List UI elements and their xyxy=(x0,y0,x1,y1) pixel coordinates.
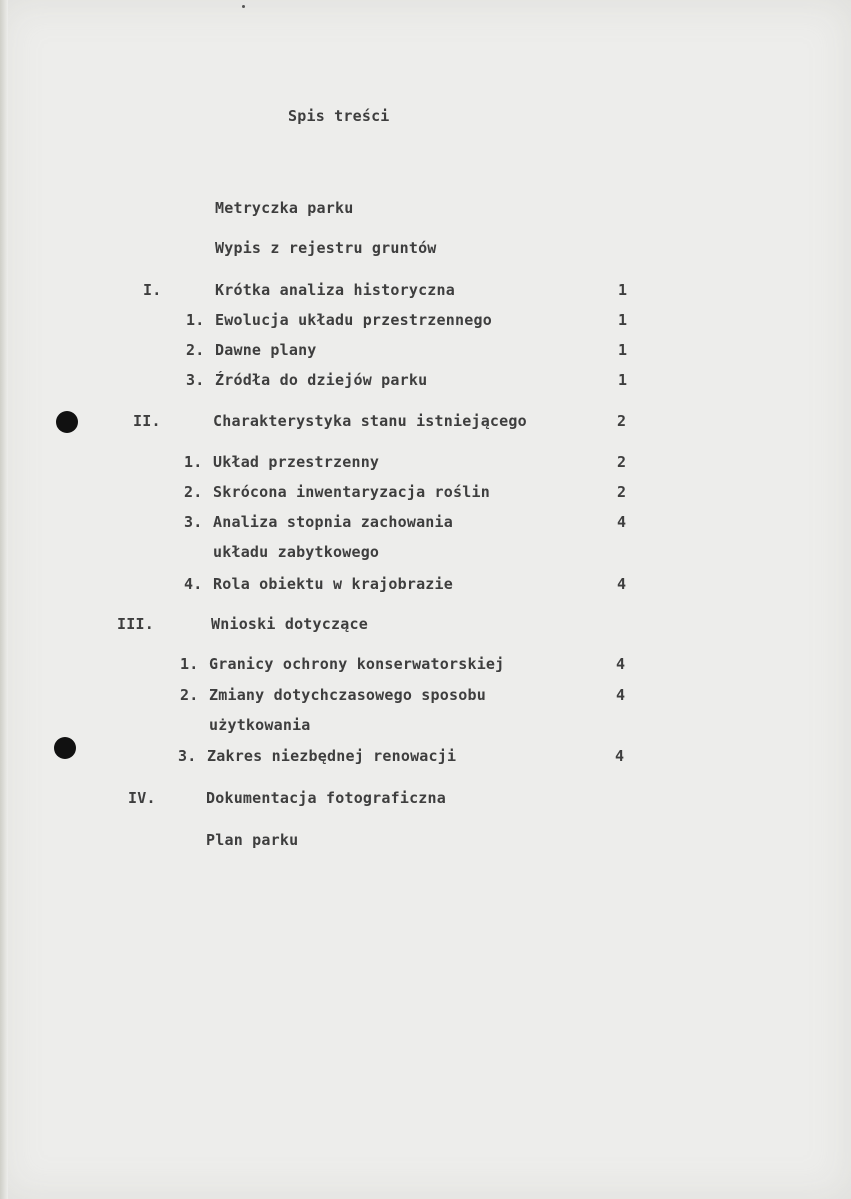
toc-item-page-number: 1 xyxy=(618,341,628,359)
toc-item-number: 3. xyxy=(178,747,197,765)
toc-item-number: 4. xyxy=(184,575,203,593)
toc-item-page-number: 4 xyxy=(617,513,627,531)
section-numeral: II. xyxy=(133,412,161,430)
section-title: Dokumentacja fotograficzna xyxy=(206,789,446,807)
paper-speck xyxy=(242,5,245,8)
toc-item-page-number: 2 xyxy=(617,483,627,501)
toc-item-title: Skrócona inwentaryzacja roślin xyxy=(213,483,490,501)
toc-item-page-number: 1 xyxy=(618,371,628,389)
toc-item-page-number: 4 xyxy=(617,575,627,593)
toc-item-number: 3. xyxy=(184,513,203,531)
section-page-number: 1 xyxy=(618,281,628,299)
toc-item-number: 2. xyxy=(186,341,205,359)
toc-item-number: 1. xyxy=(184,453,203,471)
toc-item-title: Zmiany dotychczasowego sposobu xyxy=(209,686,486,704)
toc-item-number: 2. xyxy=(180,686,199,704)
section-title: Krótka analiza historyczna xyxy=(215,281,455,299)
section-numeral: I. xyxy=(143,281,162,299)
section-page-number: 2 xyxy=(617,412,627,430)
toc-entry-plan: Plan parku xyxy=(206,831,299,849)
section-numeral: IV. xyxy=(128,789,156,807)
toc-item-title: Rola obiektu w krajobrazie xyxy=(213,575,453,593)
toc-item-title: Granicy ochrony konserwatorskiej xyxy=(209,655,505,673)
toc-item-title: Układ przestrzenny xyxy=(213,453,380,471)
punch-hole-top xyxy=(56,411,78,433)
page-title: Spis treści xyxy=(288,107,390,125)
toc-item-number: 3. xyxy=(186,371,205,389)
section-title: Charakterystyka stanu istniejącego xyxy=(213,412,527,430)
punch-hole-bottom xyxy=(54,737,76,759)
toc-entry-metryczka: Metryczka parku xyxy=(215,199,354,217)
toc-item-page-number: 4 xyxy=(616,686,626,704)
toc-item-title: Dawne plany xyxy=(215,341,317,359)
toc-item-page-number: 4 xyxy=(615,747,625,765)
toc-item-title: Zakres niezbędnej renowacji xyxy=(207,747,457,765)
toc-item-number: 1. xyxy=(180,655,199,673)
toc-item-number: 1. xyxy=(186,311,205,329)
toc-item-page-number: 4 xyxy=(616,655,626,673)
toc-entry-wypis: Wypis z rejestru gruntów xyxy=(215,239,437,257)
section-title: Wnioski dotyczące xyxy=(211,615,368,633)
toc-item-title: Ewolucja układu przestrzennego xyxy=(215,311,492,329)
toc-item-title: Źródła do dziejów parku xyxy=(215,371,428,389)
toc-item-title-continuation: układu zabytkowego xyxy=(213,543,380,561)
section-numeral: III. xyxy=(117,615,154,633)
paper-edge xyxy=(0,0,8,1199)
toc-item-number: 2. xyxy=(184,483,203,501)
toc-item-title-continuation: użytkowania xyxy=(209,716,311,734)
toc-item-title: Analiza stopnia zachowania xyxy=(213,513,453,531)
toc-item-page-number: 1 xyxy=(618,311,628,329)
toc-item-page-number: 2 xyxy=(617,453,627,471)
